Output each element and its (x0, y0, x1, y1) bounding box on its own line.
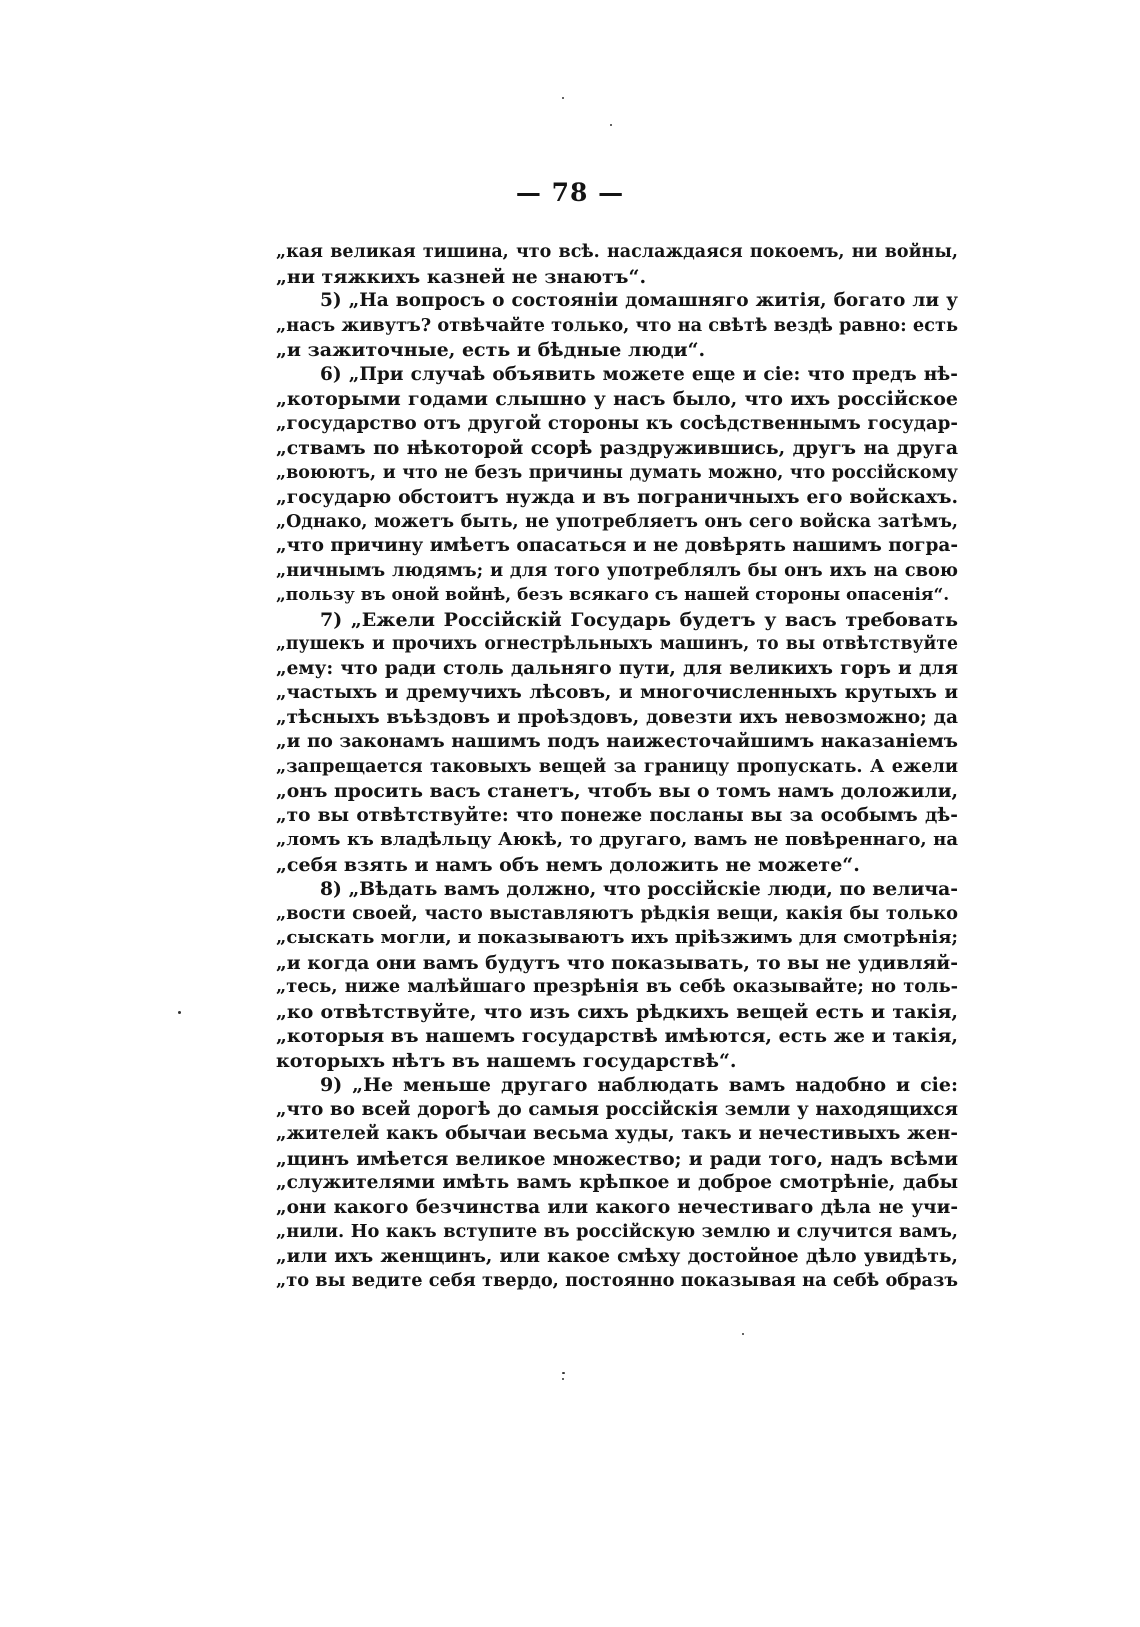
text-line: „пушекъ и прочихъ огнестрѣльныхъ машинъ, то вы отвѣтствуйте (276, 634, 958, 654)
text-line: „государю обстоитъ нужда и въ пограничныхъ его войскахъ. (276, 486, 958, 508)
text-line: „которыя въ нашемъ государствѣ имѣются, есть же и такія, (276, 1025, 958, 1047)
text-line: „ни тяжкихъ казней не знаютъ“. (276, 265, 647, 288)
text-line: „кая великая тишина, что всѣ. наслаждаяся покоемъ, ни войны, (276, 242, 958, 262)
text-line: „ему: что ради столь дальняго пути, для великихъ горъ и для (276, 657, 958, 679)
print-speck (562, 97, 564, 99)
text-line: „и когда они вамъ будутъ что показывать, то вы не удивляй- (276, 951, 958, 974)
text-line: „и по законамъ нашимъ подъ наижесточайшимъ наказаніемъ (276, 731, 958, 752)
text-line: 5) „На вопросъ о состоянiи домашняго житія, богато ли у (320, 290, 958, 311)
print-speck (562, 1378, 564, 1380)
text-line: „жителей какъ обычаи весьма худы, такъ и нечестивыхъ жен- (276, 1123, 958, 1144)
text-line: „и зажиточные, есть и бѣдные люди“. (276, 339, 706, 361)
text-line: „нили. Но какъ вступите въ россійскую землю и случится вамъ, (276, 1221, 958, 1242)
text-line: „Однако, можетъ быть, не употребляетъ онъ сего войска затѣмъ, (276, 511, 958, 532)
text-line: „которыми годами слышно у насъ было, что ихъ россійское (276, 388, 958, 410)
text-line: „ничнымъ людямъ; и для того употреблялъ бы онъ ихъ на свою (276, 559, 958, 581)
text-line: „что во всей дорогѣ до самыя россійскія земли у находящихся (276, 1098, 958, 1120)
text-line: „сыскать могли, и показываютъ ихъ пріѣзжимъ для смотрѣнія; (276, 927, 959, 948)
print-speck (610, 124, 612, 126)
text-line: „то вы отвѣтствуйте: что понеже посланы вы за особымъ дѣ- (276, 804, 958, 826)
text-line: „запрещается таковыхъ вещей за границу пропускать. А ежели (276, 755, 958, 777)
text-line: „воюютъ, и что не безъ причины думать можно, что россійскому (276, 462, 958, 483)
text-line: „тесь, ниже малѣйшаго презрѣнія въ себѣ оказывайте; но толь- (276, 976, 958, 997)
text-line: „то вы ведите себя твердо, постоянно показывая на себѣ образъ (276, 1270, 958, 1291)
text-line: „пользу въ оной войнѣ, безъ всякаго съ нашей стороны опасенія“. (276, 585, 950, 605)
text-line: 9) „Не меньше другаго наблюдать вамъ надобно и сіе: (320, 1074, 958, 1096)
text-line: „государство отъ другой стороны къ сосѣдственнымъ государ- (276, 412, 958, 434)
print-speck (562, 1372, 565, 1374)
body-text (276, 240, 958, 1294)
page-number: — 78 — (515, 178, 625, 207)
text-line: „ко отвѣтствуйте, что изъ сихъ рѣдкихъ вещей есть и такія, (276, 1000, 958, 1023)
text-line: „они какого безчинства или какого нечестиваго дѣла не учи- (276, 1196, 958, 1218)
print-speck (178, 1011, 181, 1014)
text-line: „что причину имѣетъ опасаться и не довѣрять нашимъ погра- (276, 535, 959, 556)
text-line: 7) „Ежели Россійскій Государь будетъ у васъ требовать (320, 608, 958, 631)
text-line: „щинъ имѣется великое множество; и ради того, надъ всѣми (276, 1147, 958, 1170)
text-line: „онъ просить васъ станетъ, чтобъ вы о томъ намъ доложили, (276, 780, 958, 802)
text-line: „частыхъ и дремучихъ лѣсовъ, и многочисленныхъ крутыхъ и (276, 682, 958, 703)
text-line: „насъ живутъ? отвѣчайте только, что на свѣтѣ вездѣ равно: есть (276, 314, 958, 336)
text-line: 8) „Вѣдать вамъ должно, что россійскіе люди, по велича- (320, 878, 958, 900)
text-line: „ствамъ по нѣкоторой ссорѣ раздружившись, другъ на друга (276, 437, 958, 459)
text-line: „или ихъ женщинъ, или какое смѣху достойное дѣло увидѣть, (276, 1245, 958, 1267)
text-line: „служителями имѣть вамъ крѣпкое и доброе смотрѣніе, дабы (276, 1172, 958, 1193)
text-line: „себя взять и намъ объ немъ доложить не можете“. (276, 853, 860, 876)
print-speck (742, 1333, 744, 1335)
text-line: „вости своей, часто выставляютъ рѣдкія вещи, какія бы только (276, 902, 958, 924)
text-line: которыхъ нѣтъ въ нашемъ государствѣ“. (276, 1049, 737, 1072)
text-line: „ломъ къ владѣльцу Аюкѣ, то другаго, вамъ не повѣреннаго, на (276, 829, 958, 850)
text-line: 6) „При случаѣ объявить можете еще и сіе: что предъ нѣ- (320, 363, 958, 385)
text-line: „тѣсныхъ въѣздовъ и проѣздовъ, довезти ихъ невозможно; да (276, 706, 958, 728)
